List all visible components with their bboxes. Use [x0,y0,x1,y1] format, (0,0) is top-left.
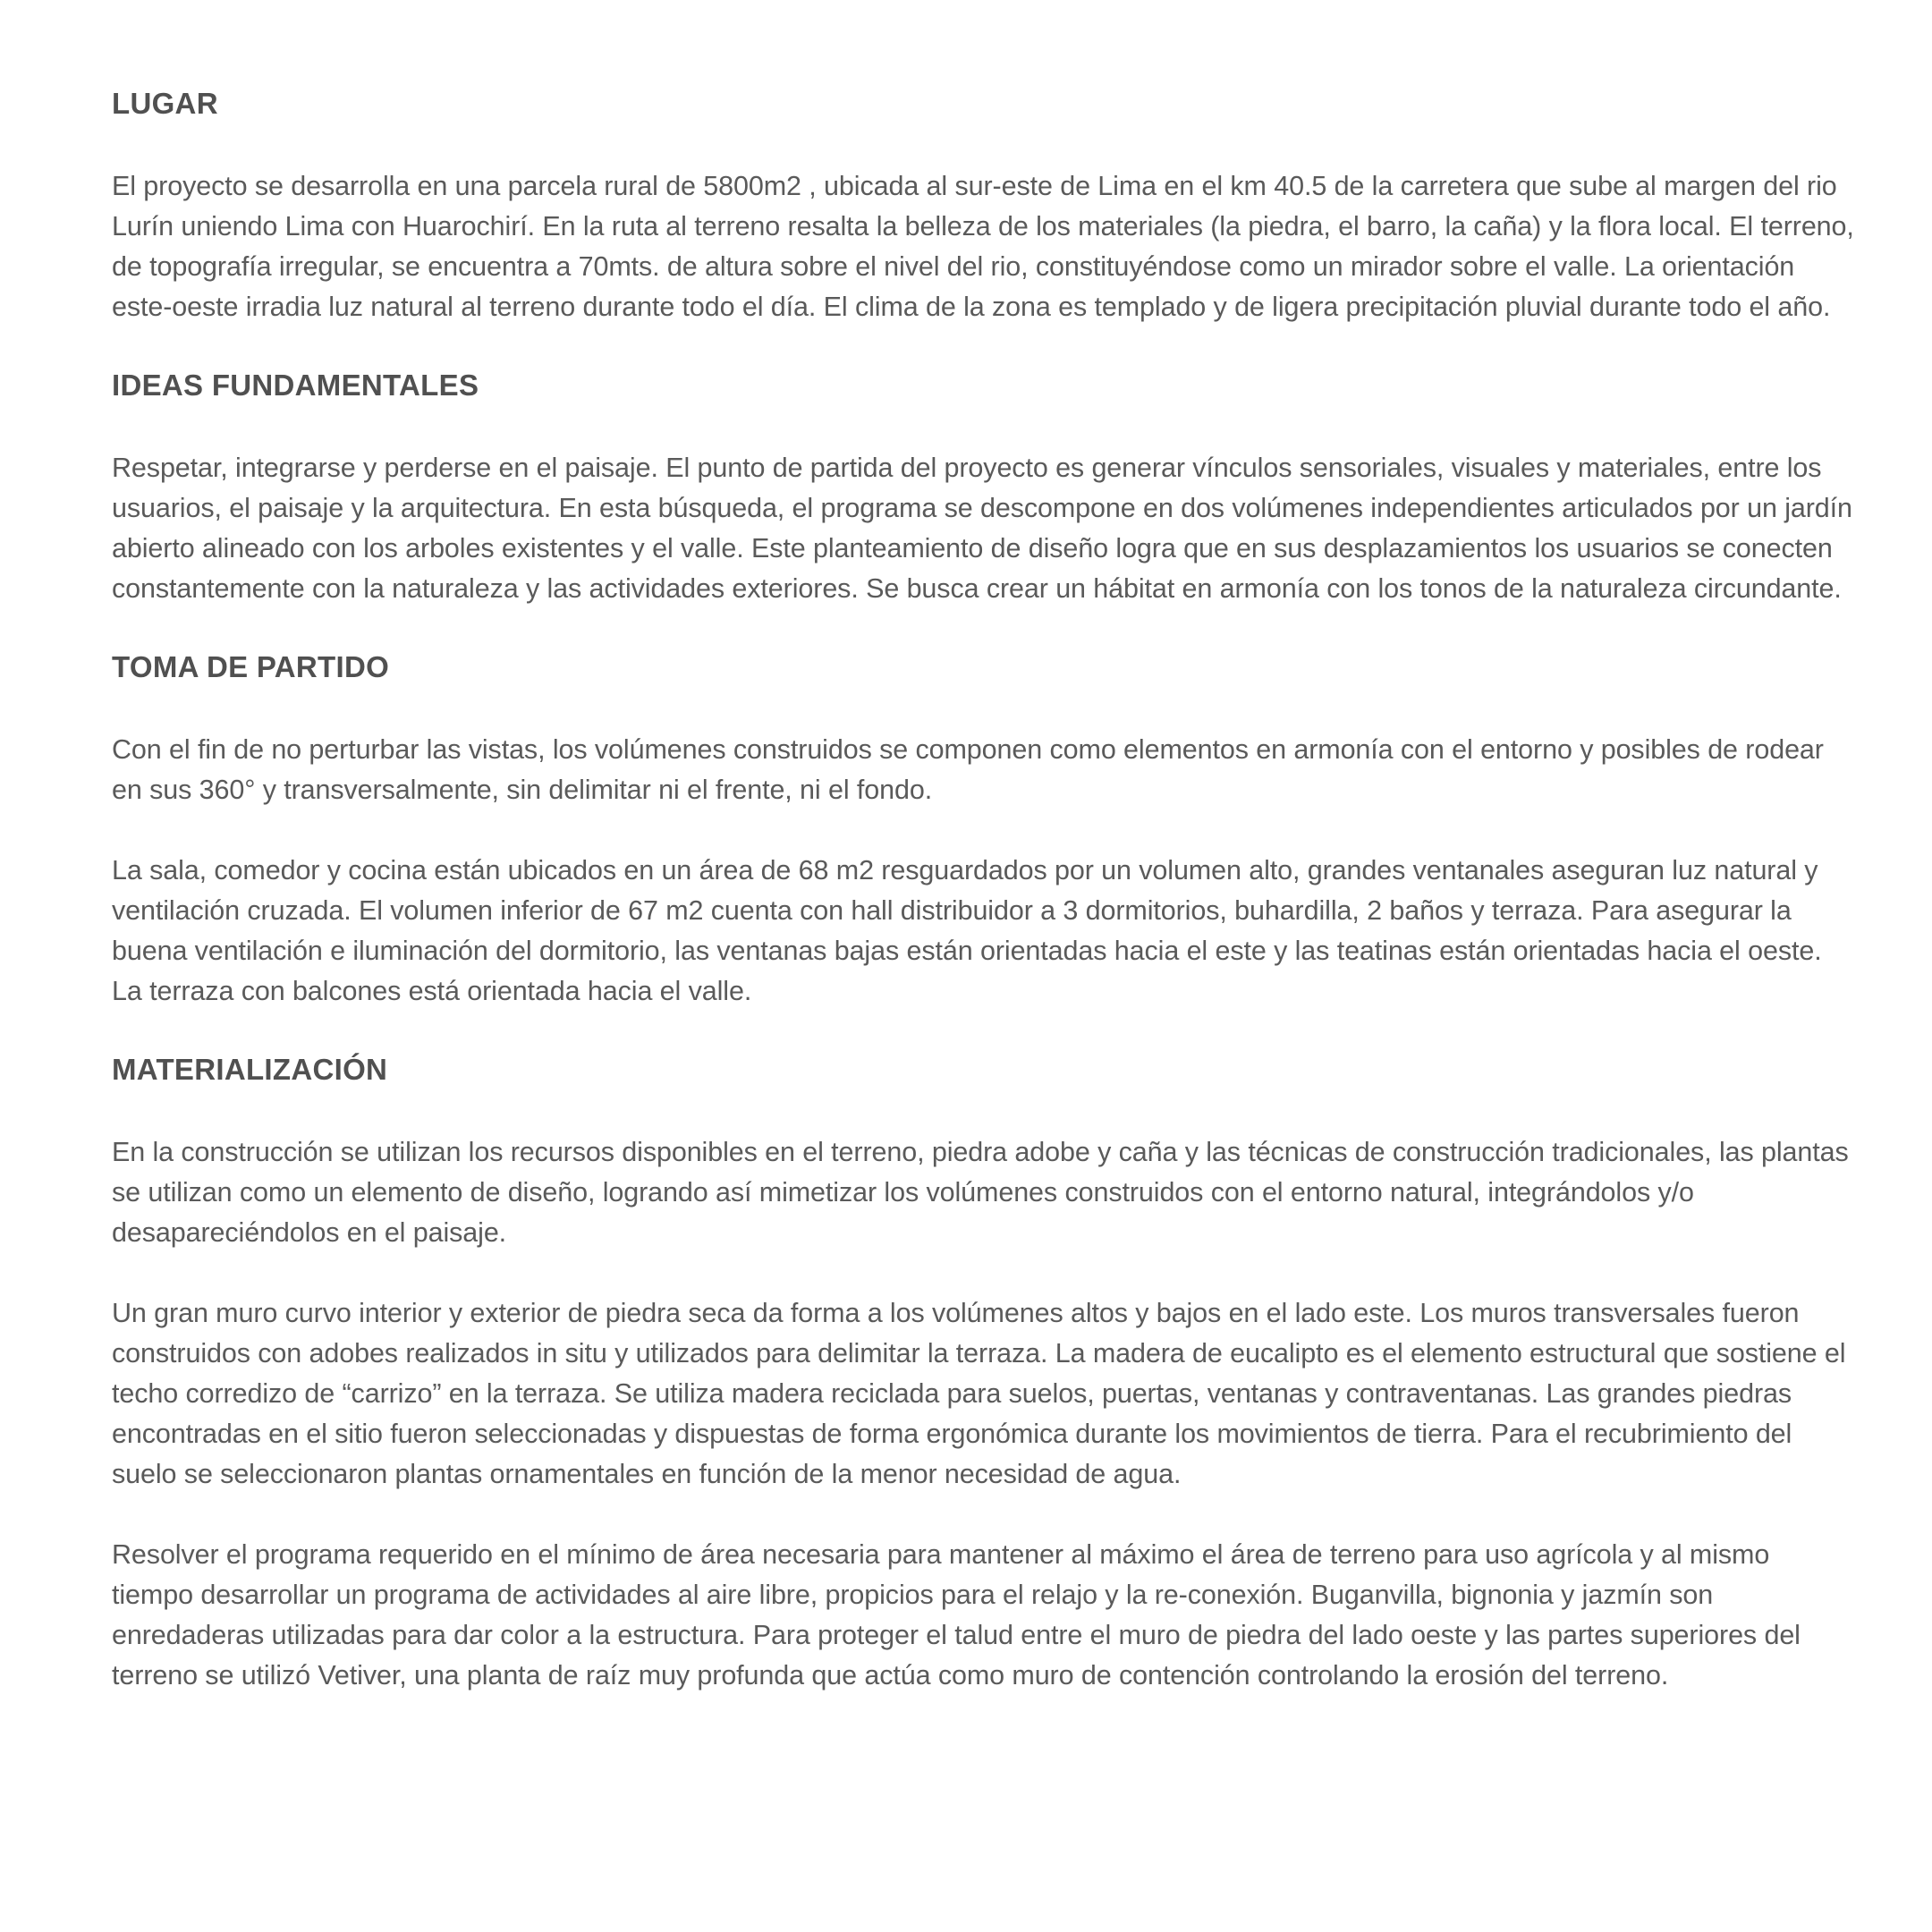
section-ideas-fundamentales [112,368,1856,609]
section-toma-de-partido [112,649,1856,1012]
document-page [112,86,1856,1736]
section-paragraph: La sala, comedor y cocina están ubicados en un área de 68 m2 resguardados por un volumen alto, grandes ventanales aseguran luz natural y ventilación cruzada. El volumen inferior de 67 m2 cuenta con hall distribuidor a 3 dormitorios, buhardilla, 2 baños y terraza. Para asegurar la buena ventilación e iluminación del dormitorio, las ventanas bajas están orientadas hacia el este y las teatinas están orientadas hacia el oeste. La terraza con balcones está orientada hacia el valle. [112,855,1822,1006]
section-paragraph: Resolver el programa requerido en el mínimo de área necesaria para mantener al máximo el área de terreno para uso agrícola y al mismo tiempo desarrollar un programa de actividades al aire libre, propicios para el relajo y la re-conexión. Buganvilla, bignonia y jazmín son enredaderas utilizadas para dar color a la estructura. Para proteger el talud entre el muro de piedra del lado oeste y las partes superiores del terreno se utilizó Vetiver, una planta de raíz muy profunda que actúa como muro de contención controlando la erosión del terreno. [112,1539,1801,1690]
section-paragraph: El proyecto se desarrolla en una parcela rural de 5800m2 , ubicada al sur-este de Lima en el km 40.5 de la carretera que sube al margen del rio Lurín uniendo Lima con Huarochirí. En la ruta al terreno resalta la belleza de los materiales (la piedra, el barro, la caña) y la flora local. El terreno, de topografía irregular, se encuentra a 70mts. de altura sobre el nivel del rio, constituyéndose como un mirador sobre el valle. La orientación este-oeste irradia luz natural al terreno durante todo el día. El clima de la zona es templado y de ligera precipitación pluvial durante todo el año. [112,171,1854,322]
section-heading: LUGAR [112,87,218,120]
section-paragraph: Respetar, integrarse y perderse en el paisaje. El punto de partida del proyecto es generar vínculos sensoriales, visuales y materiales, entre los usuarios, el paisaje y la arquitectura. En esta búsqueda, el programa se descompone en dos volúmenes independientes articulados por un jardín abierto alineado con los arboles existentes y el valle. Este planteamiento de diseño logra que en sus desplazamientos los usuarios se conecten constantemente con la naturaleza y las actividades exteriores. Se busca crear un hábitat en armonía con los tonos de la naturaleza circundante. [112,453,1852,604]
section-heading: TOMA DE PARTIDO [112,650,390,683]
section-paragraph: Un gran muro curvo interior y exterior de piedra seca da forma a los volúmenes altos y bajos en el lado este. Los muros transversales fueron construidos con adobes realizados in situ y utilizados para delimitar la terraza. La madera de eucalipto es el elemento estructural que sostiene el techo corredizo de “carrizo” en la terraza. Se utiliza madera reciclada para suelos, puertas, ventanas y contraventanas. Las grandes piedras encontradas en el sitio fueron seleccionadas y dispuestas de forma ergonómica durante los movimientos de tierra. Para el recubrimiento del suelo se seleccionaron plantas ornamentales en función de la menor necesidad de agua. [112,1298,1846,1489]
section-lugar [112,86,1856,327]
section-paragraph: Con el fin de no perturbar las vistas, los volúmenes construidos se componen como elementos en armonía con el entorno y posibles de rodear en sus 360° y transversalmente, sin delimitar ni el frente, ni el fondo. [112,734,1824,805]
section-materializacion [112,1052,1856,1696]
section-heading: IDEAS FUNDAMENTALES [112,369,479,402]
section-paragraph: En la construcción se utilizan los recursos disponibles en el terreno, piedra adobe y caña y las técnicas de construcción tradicionales, las plantas se utilizan como un elemento de diseño, logrando así mimetizar los volúmenes construidos con el entorno natural, integrándolos y/o desapareciéndolos en el paisaje. [112,1137,1849,1248]
section-heading: MATERIALIZACIÓN [112,1053,388,1086]
